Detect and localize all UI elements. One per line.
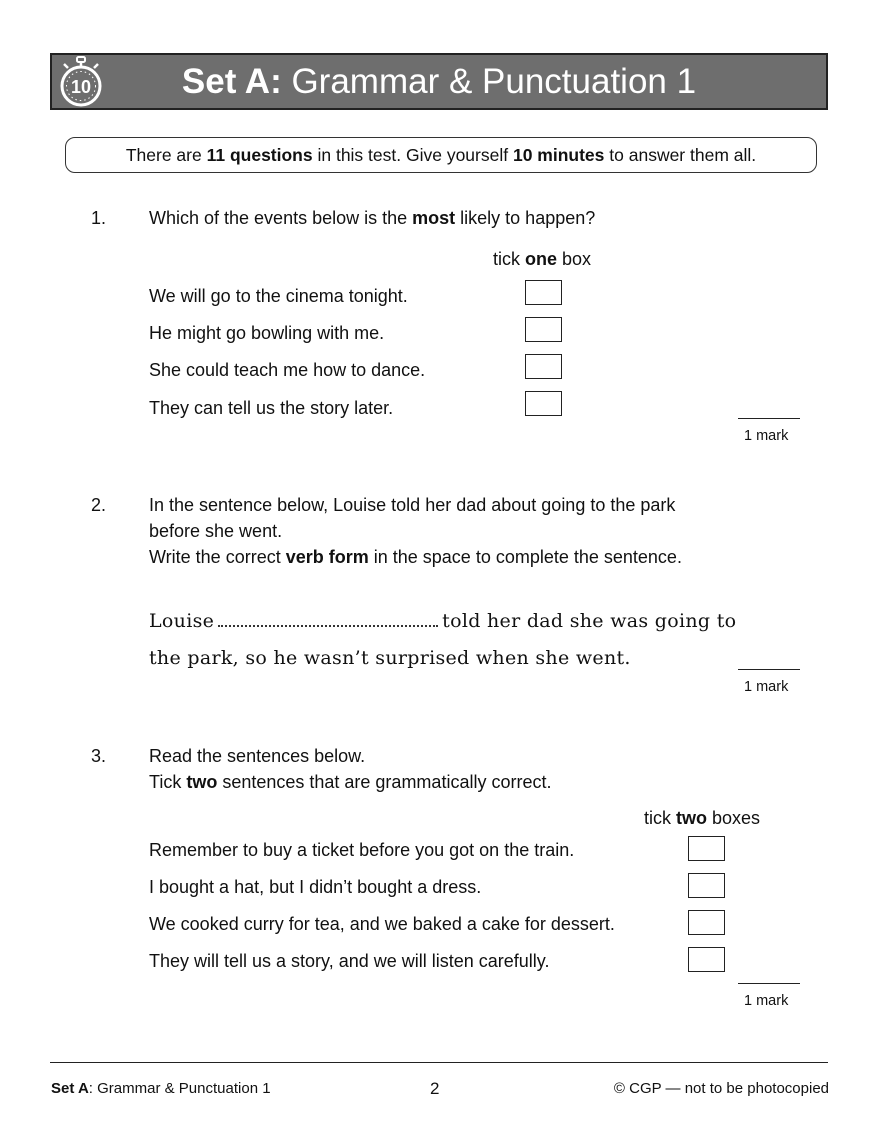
question-2-line-3 (149, 547, 682, 568)
instructions-text-2: in this test. Give yourself (312, 145, 513, 165)
page-title (52, 62, 826, 102)
question-3-checkbox-3[interactable] (688, 910, 725, 935)
question-2-answer-blank[interactable] (218, 609, 438, 627)
question-3-mark-label: 1 mark (744, 993, 789, 1009)
question-2-mark-line (738, 669, 800, 670)
question-1-tick-instruction (493, 249, 591, 270)
question-3-number: 3. (91, 746, 107, 766)
question-3-option-1: Remember to buy a ticket before you got on the train. (149, 840, 575, 860)
question-1-option-2: He might go bowling with me. (149, 323, 385, 343)
instructions-text-3: to answer them all. (604, 145, 757, 165)
question-2-sentence-line-2: the park, so he wasn’t surprised when she went. (149, 647, 631, 669)
instructions-text-1: There are (125, 145, 207, 165)
question-2-mark-label: 1 mark (744, 679, 789, 695)
question-3-option-3: We cooked curry for tea, and we baked a cake for dessert. (149, 914, 615, 934)
instructions-question-count: 11 questions (206, 145, 313, 165)
question-2-sentence-mid: told her dad she was going to (442, 610, 737, 632)
question-1-option-4: They can tell us the story later. (149, 398, 394, 418)
question-1-number: 1. (91, 208, 107, 228)
question-3-checkbox-4[interactable] (688, 947, 725, 972)
page-title-subject: Grammar & Punctuation 1 (281, 62, 697, 101)
question-1-prompt-bold: most (412, 208, 456, 228)
question-3-tick-a: tick (644, 808, 677, 828)
question-1-tick-a: tick (493, 249, 526, 269)
stopwatch-value: 10 (70, 77, 92, 97)
question-3-option-4: They will tell us a story, and we will listen carefully. (149, 951, 550, 971)
question-1-checkbox-2[interactable] (525, 317, 562, 342)
question-3-tick-instruction (644, 808, 760, 829)
title-banner (50, 53, 828, 110)
question-3-line-2-a: Tick (149, 772, 187, 792)
question-1-checkbox-4[interactable] (525, 391, 562, 416)
footer-copyright: © CGP — not to be photocopied (613, 1080, 829, 1097)
question-2-line-3-a: Write the correct (149, 547, 286, 567)
footer-set-rest: : Grammar & Punctuation 1 (88, 1080, 271, 1097)
question-3-line-2 (149, 772, 551, 793)
question-3-line-2-bold: two (186, 772, 218, 792)
question-1-checkbox-3[interactable] (525, 354, 562, 379)
question-3-tick-b: boxes (707, 808, 761, 828)
question-2-sentence-line-1 (149, 609, 736, 632)
question-3-tick-bold: two (676, 808, 708, 828)
question-2-line-3-bold: verb form (285, 547, 369, 567)
question-3-line-1: Read the sentences below. (149, 746, 366, 766)
page-title-set: Set A: (181, 62, 282, 101)
question-1-option-1: We will go to the cinema tonight. (149, 286, 408, 306)
question-2-line-3-b: in the space to complete the sentence. (368, 547, 682, 567)
question-1-tick-bold: one (525, 249, 558, 269)
question-1-mark-line (738, 418, 800, 419)
question-2-sentence-start: Louise (149, 610, 215, 632)
question-3-line-2-b: sentences that are grammatically correct. (217, 772, 552, 792)
instructions-box (65, 137, 817, 173)
question-3-checkbox-1[interactable] (688, 836, 725, 861)
question-2-line-2: before she went. (149, 521, 283, 541)
footer-set-bold: Set A (51, 1080, 89, 1097)
question-1-option-3: She could teach me how to dance. (149, 360, 426, 380)
question-3-option-2: I bought a hat, but I didn’t bought a dress. (149, 877, 482, 897)
question-1-prompt-a: Which of the events below is the (149, 208, 413, 228)
instructions-time-limit: 10 minutes (512, 145, 605, 165)
question-2-line-1: In the sentence below, Louise told her dad about going to the park (149, 495, 676, 515)
question-2-number: 2. (91, 495, 107, 515)
question-1-tick-b: box (557, 249, 592, 269)
question-3-checkbox-2[interactable] (688, 873, 725, 898)
question-1-prompt-b: likely to happen? (455, 208, 596, 228)
page-number: 2 (430, 1079, 440, 1098)
question-3-mark-line (738, 983, 800, 984)
question-1-prompt (149, 208, 595, 229)
footer-set-title (51, 1080, 271, 1097)
question-1-checkbox-1[interactable] (525, 280, 562, 305)
stopwatch-icon (58, 56, 104, 108)
footer-divider (50, 1062, 828, 1063)
question-1-mark-label: 1 mark (744, 428, 789, 444)
